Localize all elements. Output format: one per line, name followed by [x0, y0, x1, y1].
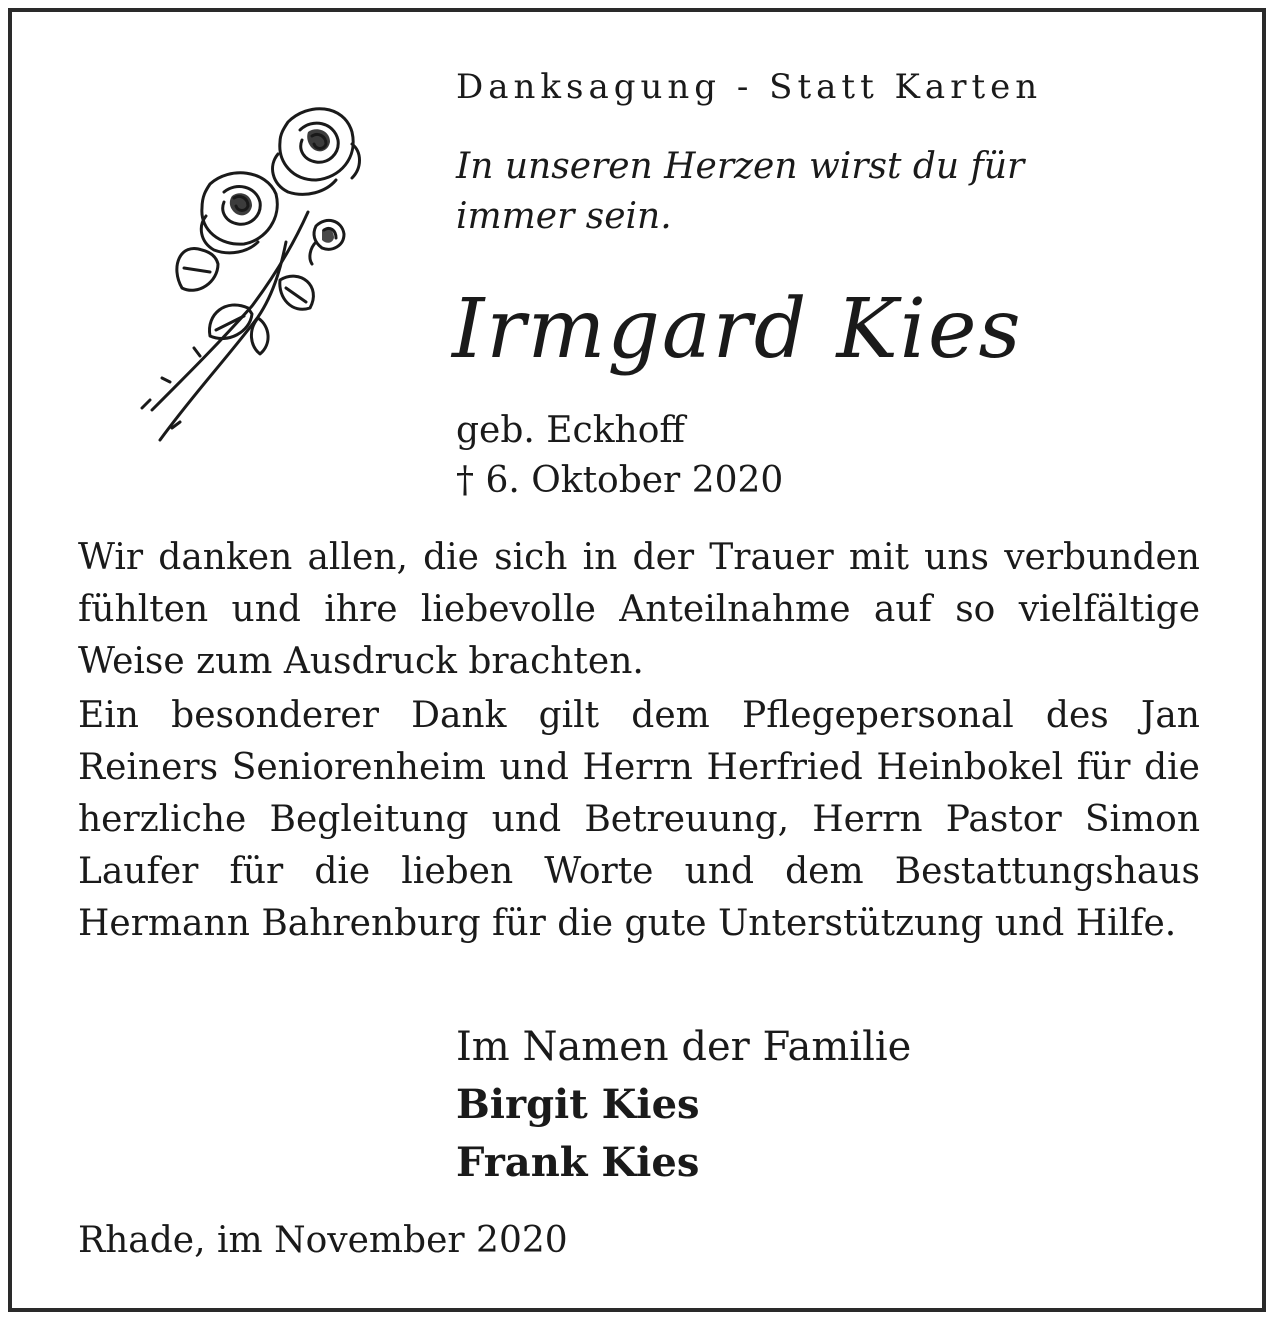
special-thanks-paragraph: Ein besonderer Dank gilt dem Pflegepersonal des Jan Reiners Seniorenheim und Herrn Herfried Heinbokel für die herzliche Begleitung und Betreuung, Herrn Pastor Simon Laufer für die lieben Worte und dem Bestattungshaus Hermann Bahrenburg für die gute Unterstützung und Hilfe. — [78, 695, 1200, 944]
signature-name: Frank Kies — [456, 1139, 700, 1186]
maiden-name: geb. Eckhoff — [456, 410, 685, 451]
signature-name: Birgit Kies — [456, 1081, 700, 1128]
rose-icon — [140, 92, 380, 462]
signature-intro: Im Namen der Familie — [456, 1024, 912, 1070]
notice-heading: Danksagung - Statt Karten — [456, 67, 1043, 107]
place-and-date: Rhade, im November 2020 — [78, 1220, 568, 1261]
memorial-quote: In unseren Herzen wirst du für immer sein. — [456, 146, 1025, 237]
notice-frame — [8, 8, 1266, 1312]
thanks-paragraph: Wir danken allen, die sich in der Trauer mit uns verbunden fühlten und ihre liebevolle Anteilnahme auf so vielfältige Weise zum Ausdruck brachten. — [78, 537, 1200, 682]
deceased-name: Irmgard Kies — [452, 282, 1023, 377]
death-date: † 6. Oktober 2020 — [456, 460, 784, 501]
